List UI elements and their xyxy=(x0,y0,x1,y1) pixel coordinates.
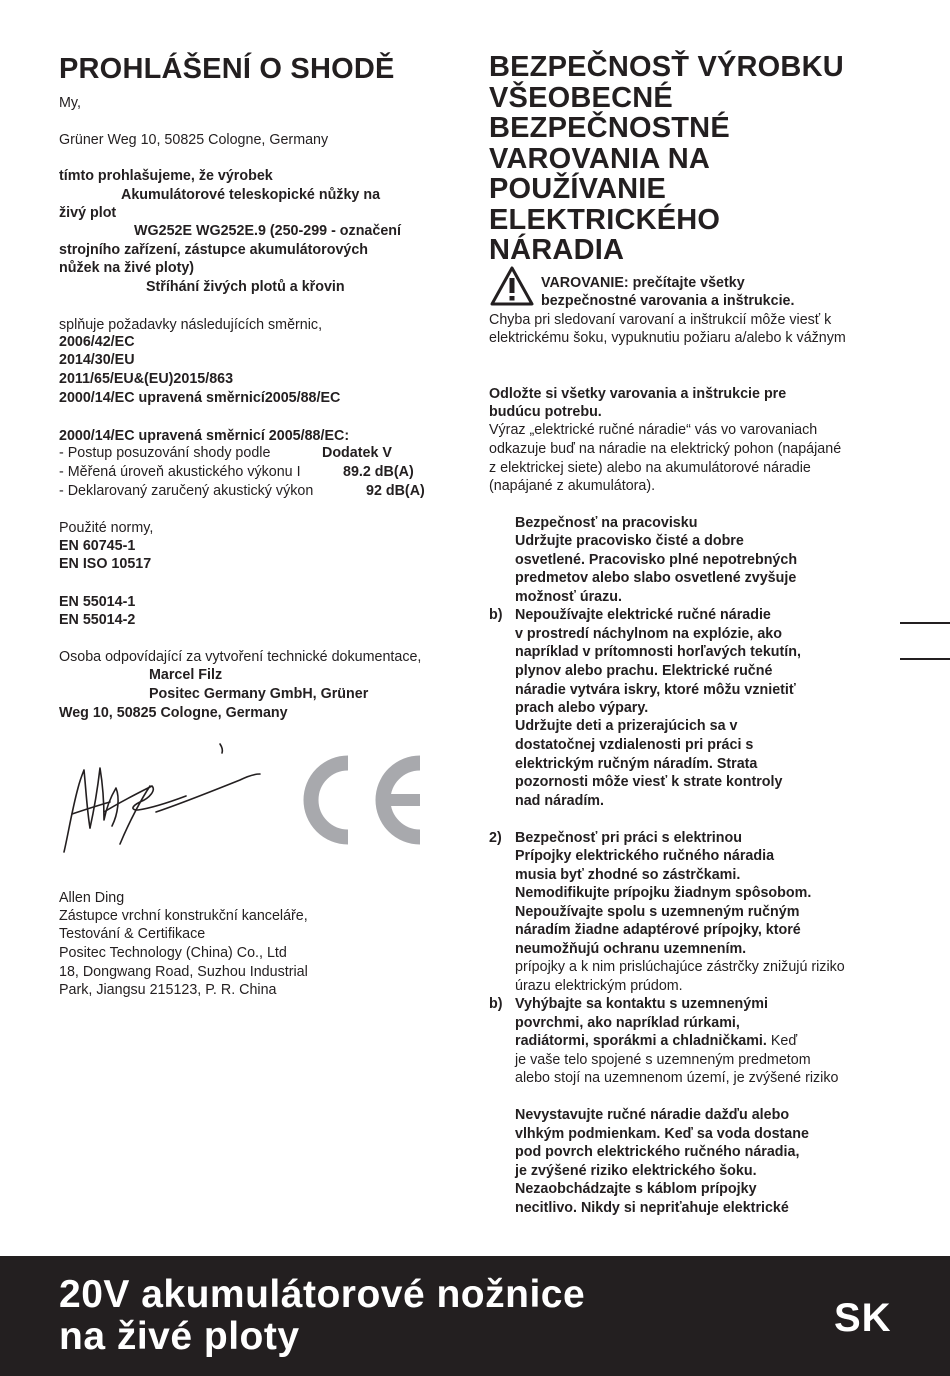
item-b1-line-11: nad náradím. xyxy=(515,793,604,809)
item-b2-marker: b) xyxy=(489,996,503,1012)
signature-image xyxy=(60,740,265,855)
signer-address-line-1: 18, Dongwang Road, Suzhou Industrial xyxy=(59,964,308,980)
safety-heading-line-3: BEZPEČNOSTNÉ xyxy=(489,112,730,144)
work-area-line-1: Udržujte pracovisko čisté a dobre xyxy=(515,533,744,549)
item-b1-line-4: plynov alebo prachu. Elektrické ručné xyxy=(515,663,773,679)
item-b2-line-3 xyxy=(515,1032,797,1051)
item-b2-line-1: Vyhýbajte sa kontaktu s uzemnenými xyxy=(515,996,768,1012)
section-2-line-1: Prípojky elektrického ručného náradia xyxy=(515,848,775,864)
safety-heading-line-5: POUŽÍVANIE xyxy=(489,173,667,205)
thumb-tab-rule-bottom xyxy=(900,658,950,660)
item-b1-line-1: Nepoužívajte elektrické ručné náradie xyxy=(515,607,771,623)
product-name-line-2: živý plot xyxy=(59,205,117,221)
section-2-line-3: Nemodifikujte prípojku žiadnym spôsobom. xyxy=(515,885,812,901)
noise-row-2-value: 89.2 dB(A) xyxy=(343,464,414,480)
signer-address-line-2: Park, Jiangsu 215123, P. R. China xyxy=(59,982,277,998)
item-b1-line-9: elektrickým ručným náradím. Strata xyxy=(515,756,758,772)
responsible-name: Marcel Filz xyxy=(149,667,223,683)
warning-text-line-1: Chyba pri sledovaní varovaní a inštrukcií môže viesť k xyxy=(489,312,832,328)
work-area-line-2: osvetlené. Pracovisko plné nepotrebných xyxy=(515,552,798,568)
norms-label: Použité normy, xyxy=(59,520,154,536)
item-b2-line-5: alebo stojí na uzemnenom území, je zvýšené riziko xyxy=(515,1070,839,1086)
noise-row-3-value: 92 dB(A) xyxy=(366,483,425,499)
warning-text-line-2: elektrickému šoku, vypuknutiu požiaru a/alebo k vážnym xyxy=(489,330,846,346)
rain-line-1: Nevystavujte ručné náradie dažďu alebo xyxy=(515,1107,790,1123)
term-definition-line-4: (napájané z akumulátora). xyxy=(489,478,656,494)
noise-row-1-label: - Postup posuzování shody podle xyxy=(59,445,271,461)
item-b1-line-5: náradie vytvára iskry, ktoré môžu vznietiť xyxy=(515,682,796,698)
term-definition-line-2: odkazuje buď na náradie na elektrický pohon (napájané xyxy=(489,441,842,457)
signer-name: Allen Ding xyxy=(59,890,125,906)
rain-line-6: necitlivo. Nikdy si nepriťahuje elektrické xyxy=(515,1200,789,1216)
rain-line-4: je zvýšené riziko elektrického šoku. xyxy=(515,1163,757,1179)
safety-heading-line-6: ELEKTRICKÉHO xyxy=(489,203,721,236)
work-area-line-4: možnosť úrazu. xyxy=(515,589,622,605)
product-function: Stříhání živých plotů a křovin xyxy=(146,279,345,295)
directives-intro: splňuje požadavky následujících směrnic, xyxy=(59,317,323,333)
item-b1-line-10: pozornosti môže viesť k strate kontroly xyxy=(515,774,783,790)
section-2-line-7: prípojky a k nim prislúchajúce zástrčky znižujú riziko xyxy=(515,959,845,975)
work-area-heading: Bezpečnosť na pracovisku xyxy=(515,515,698,531)
norm-3: EN 55014-1 xyxy=(59,594,136,610)
keep-instructions-line-1: Odložte si všetky varovania a inštrukcie pre xyxy=(489,386,787,402)
norm-2: EN ISO 10517 xyxy=(59,556,152,572)
ce-mark-icon xyxy=(296,754,426,846)
signer-department: Testování & Certifikace xyxy=(59,926,206,942)
manufacturer-address: Grüner Weg 10, 50825 Cologne, Germany xyxy=(59,132,329,148)
safety-heading-line-4: VAROVANIA NA xyxy=(489,142,710,175)
section-2-heading: Bezpečnosť pri práci s elektrinou xyxy=(515,830,742,846)
section-2-line-2: musia byť zhodné so zástrčkami. xyxy=(515,867,741,883)
footer-bar xyxy=(0,1256,950,1376)
directive-4: 2000/14/EC upravená směrnicí2005/88/EC xyxy=(59,390,341,406)
footer-title-line-1: 20V akumulátorové nožnice xyxy=(59,1273,586,1316)
norm-1: EN 60745-1 xyxy=(59,538,136,554)
item-b2-line-4: je vaše telo spojené s uzemneným predmetom xyxy=(515,1052,811,1068)
section-2-line-6: neumožňujú ochranu uzemnením. xyxy=(515,941,747,957)
product-name-line-1: Akumulátorové teleskopické nůžky na xyxy=(121,187,381,203)
noise-heading: 2000/14/EC upravená směrnicí 2005/88/EC: xyxy=(59,428,350,444)
responsible-company-line-1: Positec Germany GmbH, Grüner xyxy=(149,686,369,702)
rain-line-2: vlhkým podmienkam. Keď sa voda dostane xyxy=(515,1126,809,1142)
language-code: SK xyxy=(834,1296,892,1340)
item-b1-line-2: v prostredí náchylnom na explózie, ako xyxy=(515,626,782,642)
term-definition-line-3: z elektrickej siete) alebo na akumulátorové náradie xyxy=(489,460,811,476)
directive-3: 2011/65/EU&(EU)2015/863 xyxy=(59,371,234,387)
model-line-1: WG252E WG252E.9 (250-299 - označení xyxy=(134,223,401,239)
keep-instructions-line-2: budúcu potrebu. xyxy=(489,404,602,420)
responsible-company-line-2: Weg 10, 50825 Cologne, Germany xyxy=(59,705,288,721)
item-b2-line-3-bold: radiátormi, sporákmi a chladničkami. xyxy=(515,1033,767,1049)
model-line-3: nůžek na živé ploty) xyxy=(59,260,195,276)
item-b1-marker: b) xyxy=(489,607,503,623)
work-area-line-3: predmetov alebo slabo osvetlené zvyšuje xyxy=(515,570,797,586)
safety-heading xyxy=(489,52,909,266)
section-2-line-4: Nepoužívajte spolu s uzemneným ručným xyxy=(515,904,800,920)
intro-we: My, xyxy=(59,95,81,111)
item-b1-line-3: napríklad v prítomnosti horľavých tekutín, xyxy=(515,644,801,660)
rain-line-5: Nezaobchádzajte s káblom prípojky xyxy=(515,1181,757,1197)
responsible-person-label: Osoba odpovídající za vytvoření technické dokumentace, xyxy=(59,649,422,665)
warning-title-line-2: bezpečnostné varovania a inštrukcie. xyxy=(541,293,795,309)
directive-1: 2006/42/EC xyxy=(59,334,135,350)
safety-heading-line-7: NÁRADIA xyxy=(489,234,625,266)
declaration-heading: PROHLÁŠENÍ O SHODĚ xyxy=(59,53,395,85)
directive-2: 2014/30/EU xyxy=(59,352,135,368)
safety-heading-line-1: BEZPEČNOSŤ VÝROBKU xyxy=(489,51,844,83)
term-definition-line-1: Výraz „elektrické ručné náradie“ vás vo varovaniach xyxy=(489,422,818,438)
safety-heading-line-2: VŠEOBECNÉ xyxy=(489,81,673,114)
norm-4: EN 55014-2 xyxy=(59,612,136,628)
rain-line-3: pod povrch elektrického ručného náradia, xyxy=(515,1144,800,1160)
footer-title-line-2: na živé ploty xyxy=(59,1315,300,1358)
footer-title xyxy=(59,1274,585,1358)
thumb-tab-rule-top xyxy=(900,622,950,624)
section-2-line-5: náradím žiadne adaptérové prípojky, ktoré xyxy=(515,922,801,938)
item-b2-line-3-normal: Keď xyxy=(766,1033,798,1049)
item-b1-line-6: prach alebo výpary. xyxy=(515,700,649,716)
declare-text: tímto prohlašujeme, že výrobek xyxy=(59,168,273,184)
warning-triangle-icon xyxy=(489,265,535,307)
section-2-line-8: úrazu elektrickým prúdom. xyxy=(515,978,683,994)
warning-title-line-1: VAROVANIE: prečítajte všetky xyxy=(541,275,745,291)
noise-row-2-label: - Měřená úroveň akustického výkonu I xyxy=(59,464,301,480)
noise-row-3-label: - Deklarovaný zaručený akustický výkon xyxy=(59,483,314,499)
item-b2-line-2: povrchmi, ako napríklad rúrkami, xyxy=(515,1015,740,1031)
section-2-marker: 2) xyxy=(489,830,502,846)
model-line-2: strojního zařízení, zástupce akumulátorových xyxy=(59,242,369,258)
signer-company: Positec Technology (China) Co., Ltd xyxy=(59,945,287,961)
item-b1-line-7: Udržujte deti a prizerajúcich sa v xyxy=(515,718,738,734)
item-b1-line-8: dostatočnej vzdialenosti pri práci s xyxy=(515,737,754,753)
noise-row-1-value: Dodatek V xyxy=(322,445,392,461)
signer-title: Zástupce vrchní konstrukční kanceláře, xyxy=(59,908,308,924)
